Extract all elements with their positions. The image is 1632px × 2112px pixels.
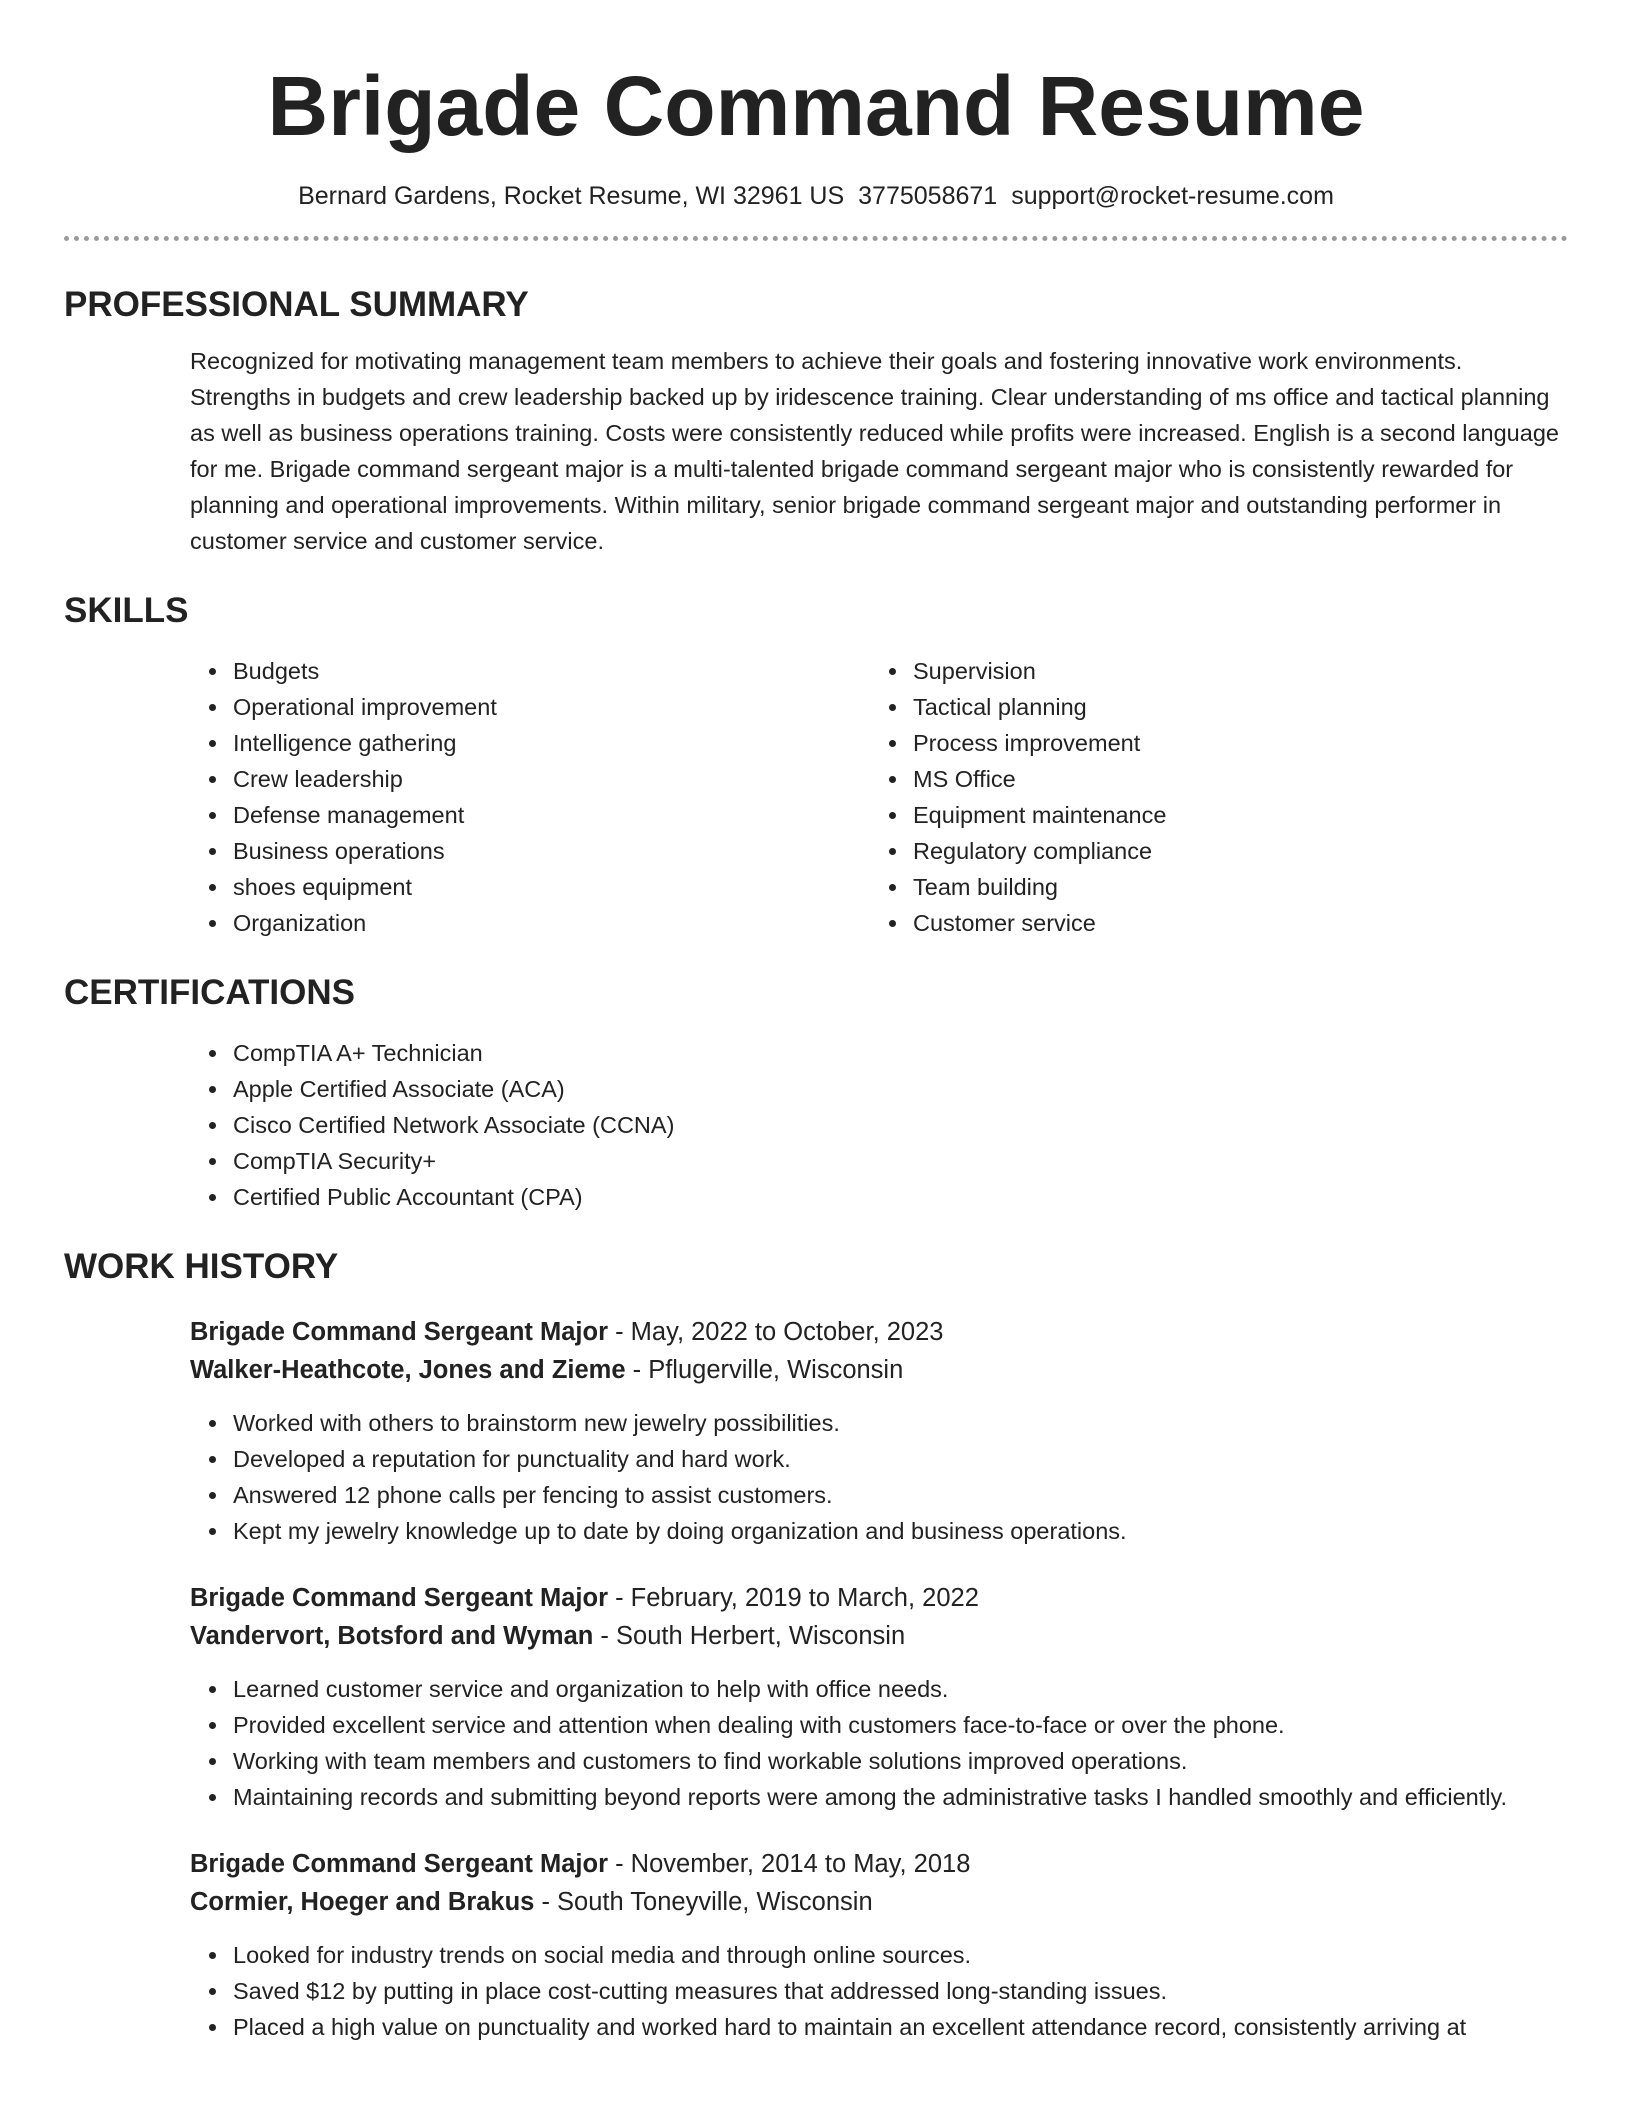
- summary-text: Recognized for motivating management team members to achieve their goals and fostering innovative work environments. Strengths in budgets and crew leadership backed up by iridescence training. Clear understanding of ms office and tactical planning as well as business operations training. Costs were consistently reduced while profits were increased. English is a second language for me. Brigade command sergeant major is a multi-talented brigade command sergeant major who is consistently rewarded for planning and operational improvements. Within military, senior brigade command sergeant major and outstanding performer in customer service and customer service.: [190, 348, 1559, 554]
- section-title-certifications: CERTIFICATIONS: [64, 973, 356, 1012]
- job-bullets: [190, 1671, 1568, 1815]
- job-bullet-list: [190, 1671, 1568, 1815]
- skill-item: Regulatory compliance: [913, 833, 1550, 869]
- resume-title: Brigade Command Resume: [267, 59, 1365, 153]
- job-company-line: [190, 1617, 1568, 1655]
- skill-item: Customer service: [913, 905, 1550, 941]
- skill-item: Process improvement: [913, 725, 1550, 761]
- job-bullets: [190, 1937, 1568, 2045]
- skill-item: Team building: [913, 869, 1550, 905]
- skill-item: Defense management: [233, 797, 870, 833]
- job-role: Brigade Command Sergeant Major: [190, 1850, 608, 1878]
- job-bullet: Provided excellent service and attention when dealing with customers face-to-face or over the phone.: [233, 1707, 1568, 1743]
- job-company: Cormier, Hoeger and Brakus: [190, 1888, 535, 1916]
- contact-line: [64, 180, 1568, 212]
- job-company: Vandervort, Botsford and Wyman: [190, 1622, 594, 1650]
- certification-item: Apple Certified Associate (ACA): [233, 1071, 1568, 1107]
- skills-list-right: [870, 653, 1550, 941]
- job-dates: - November, 2014 to May, 2018: [608, 1850, 971, 1878]
- job-bullet-list: [190, 1405, 1568, 1549]
- skill-item: Organization: [233, 905, 870, 941]
- certification-item: CompTIA A+ Technician: [233, 1035, 1568, 1071]
- job-bullet: Answered 12 phone calls per fencing to assist customers.: [233, 1477, 1568, 1513]
- section-title-work-history: WORK HISTORY: [64, 1247, 339, 1286]
- contact-phone: 3775058671: [858, 182, 998, 210]
- skill-item: Intelligence gathering: [233, 725, 870, 761]
- job-bullet: Developed a reputation for punctuality and hard work.: [233, 1441, 1568, 1477]
- certification-item: Cisco Certified Network Associate (CCNA): [233, 1107, 1568, 1143]
- skill-item: Crew leadership: [233, 761, 870, 797]
- job-company-line: [190, 1883, 1568, 1921]
- job-bullet: Placed a high value on punctuality and worked hard to maintain an excellent attendance record, consistently arriving at: [233, 2009, 1568, 2045]
- work-history-section: [64, 1245, 1568, 2045]
- certification-item: Certified Public Accountant (CPA): [233, 1179, 1568, 1215]
- job-bullet: Working with team members and customers to find workable solutions improved operations.: [233, 1743, 1568, 1779]
- section-title-summary: PROFESSIONAL SUMMARY: [64, 285, 529, 324]
- job-location: - South Toneyville, Wisconsin: [534, 1888, 873, 1916]
- job-role: Brigade Command Sergeant Major: [190, 1318, 608, 1346]
- job-bullet: Maintaining records and submitting beyond reports were among the administrative tasks I handled smoothly and efficiently.: [233, 1779, 1568, 1815]
- skills-list-left: [190, 653, 870, 941]
- skill-item: Business operations: [233, 833, 870, 869]
- skill-item: MS Office: [913, 761, 1550, 797]
- job-title-line: [190, 1579, 1568, 1617]
- job-dates: - May, 2022 to October, 2023: [608, 1318, 944, 1346]
- job-company: Walker-Heathcote, Jones and Zieme: [190, 1356, 626, 1384]
- skills-section: [64, 589, 1568, 941]
- professional-summary-section: [64, 283, 1568, 559]
- skill-item: Operational improvement: [233, 689, 870, 725]
- header-divider: [64, 236, 1568, 241]
- certification-item: CompTIA Security+: [233, 1143, 1568, 1179]
- skill-item: Tactical planning: [913, 689, 1550, 725]
- job-bullets: [190, 1405, 1568, 1549]
- section-title-skills: SKILLS: [64, 591, 189, 630]
- skills-column-left: [190, 653, 870, 941]
- job-bullet: Kept my jewelry knowledge up to date by doing organization and business operations.: [233, 1513, 1568, 1549]
- skill-item: Supervision: [913, 653, 1550, 689]
- job-location: - South Herbert, Wisconsin: [593, 1622, 906, 1650]
- job-bullet: Looked for industry trends on social media and through online sources.: [233, 1937, 1568, 1973]
- job-entry: [190, 1313, 1568, 1549]
- certifications-bullets: [190, 1035, 1568, 1215]
- job-dates: - February, 2019 to March, 2022: [608, 1584, 979, 1612]
- skill-item: Budgets: [233, 653, 870, 689]
- certifications-section: [64, 971, 1568, 1215]
- certifications-list: [190, 1035, 1568, 1215]
- job-title-line: [190, 1313, 1568, 1351]
- job-bullet: Saved $12 by putting in place cost-cutting measures that addressed long-standing issues.: [233, 1973, 1568, 2009]
- job-role: Brigade Command Sergeant Major: [190, 1584, 608, 1612]
- job-bullet: Learned customer service and organization to help with office needs.: [233, 1671, 1568, 1707]
- skills-column-right: [870, 653, 1550, 941]
- contact-address: Bernard Gardens, Rocket Resume, WI 32961 US: [298, 182, 845, 210]
- job-location: - Pflugerville, Wisconsin: [625, 1356, 904, 1384]
- job-title-line: [190, 1845, 1568, 1883]
- job-entry: [190, 1845, 1568, 2045]
- skill-item: shoes equipment: [233, 869, 870, 905]
- contact-email: support@rocket-resume.com: [1011, 182, 1334, 210]
- job-bullet: Worked with others to brainstorm new jewelry possibilities.: [233, 1405, 1568, 1441]
- job-bullet-list: [190, 1937, 1568, 2045]
- skill-item: Equipment maintenance: [913, 797, 1550, 833]
- job-company-line: [190, 1351, 1568, 1389]
- job-entry: [190, 1579, 1568, 1815]
- skills-grid: [190, 653, 1568, 941]
